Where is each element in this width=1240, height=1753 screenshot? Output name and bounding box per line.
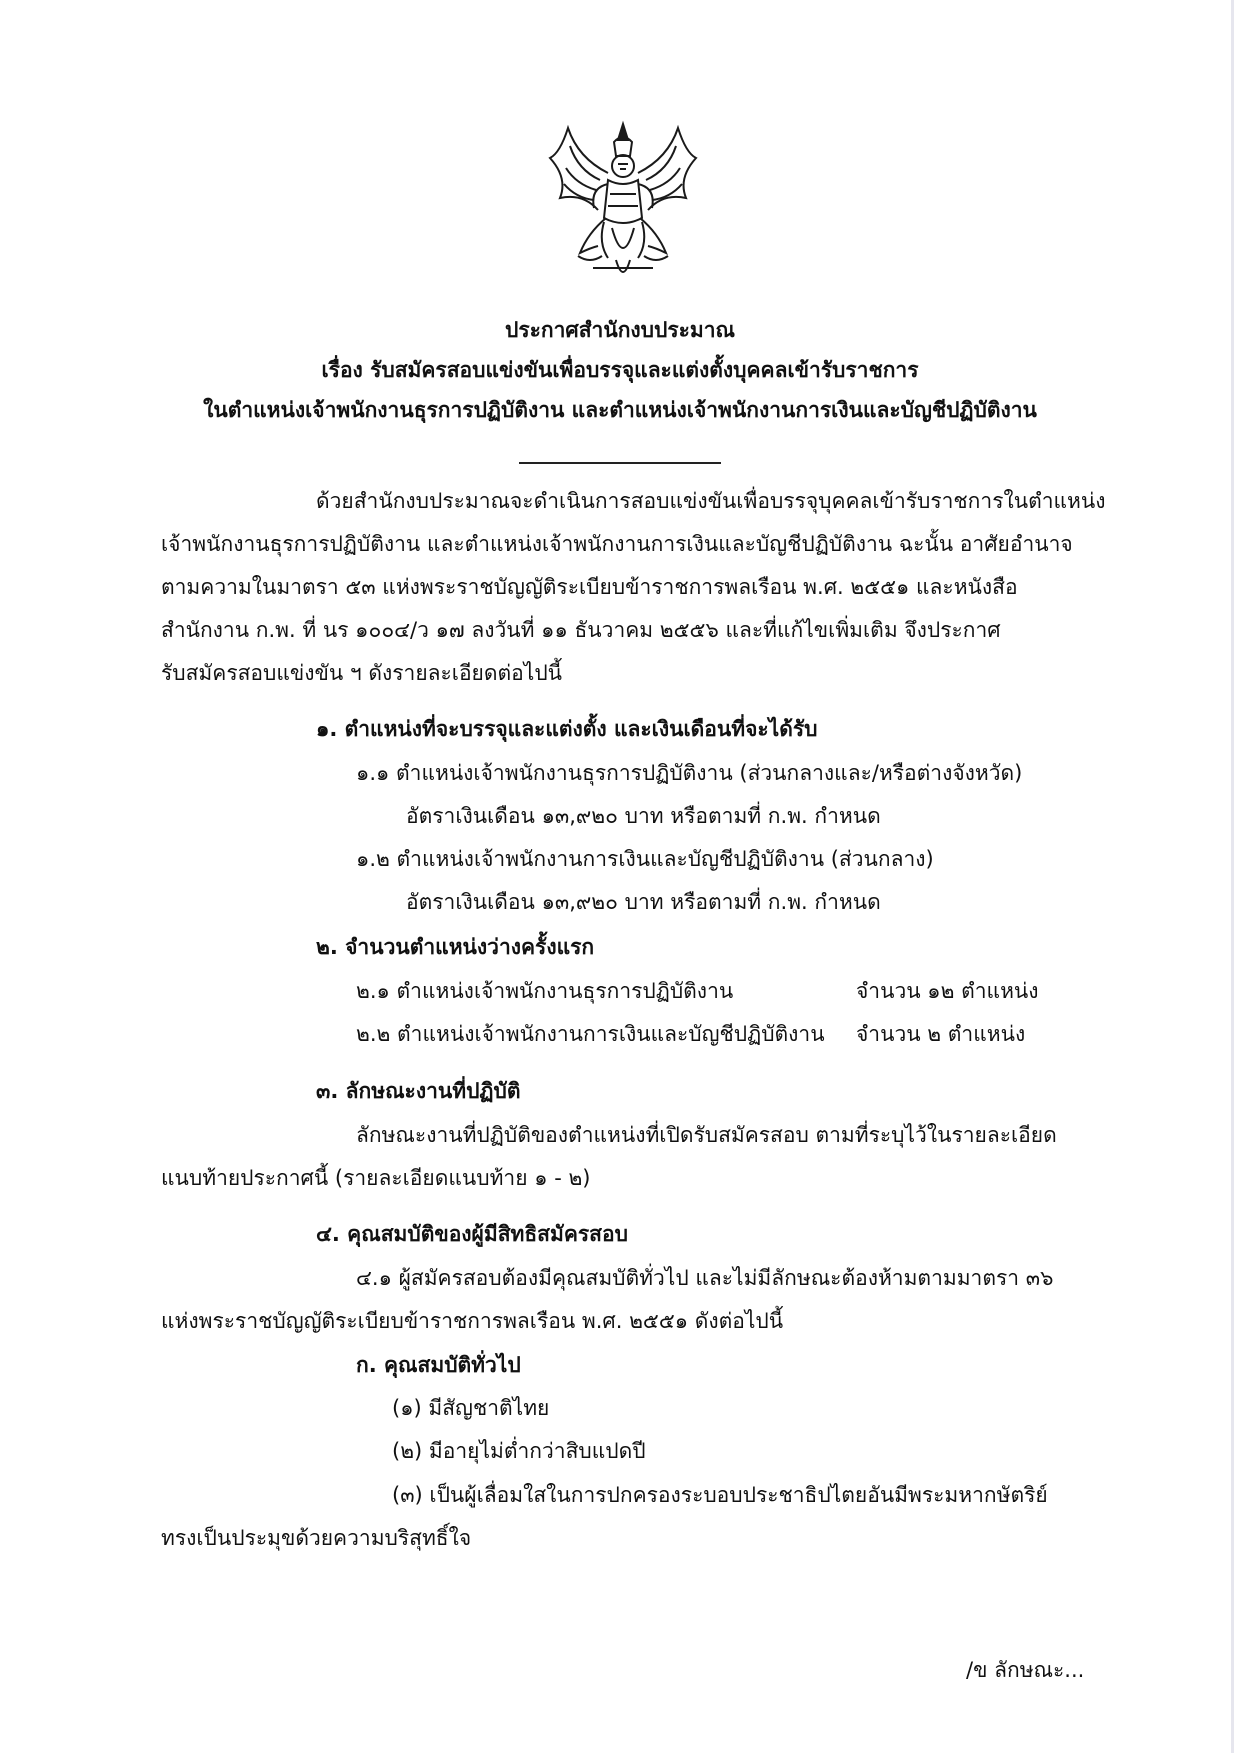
section2-row-label: ๒.๒ ตำแหน่งเจ้าพนักงานการเงินและบัญชีปฏิบัติงาน: [356, 1022, 825, 1046]
qualification-item: (๑) มีสัญชาติไทย: [392, 1396, 550, 1420]
announcement-title: ประกาศสำนักงบประมาณ: [505, 318, 735, 342]
garuda-emblem-icon: [538, 118, 708, 288]
section1-item: ๑.๑ ตำแหน่งเจ้าพนักงานธุรการปฏิบัติงาน (ส่วนกลางและ/หรือต่างจังหวัด): [356, 761, 1023, 785]
title-divider: [519, 462, 721, 464]
section1-salary: อัตราเงินเดือน ๑๓,๙๒๐ บาท หรือตามที่ ก.พ. กำหนด: [406, 890, 881, 914]
section2-row-count: จำนวน ๑๒ ตำแหน่ง: [856, 979, 1039, 1003]
scan-edge: [1231, 0, 1234, 1753]
intro-line: ด้วยสำนักงบประมาณจะดำเนินการสอบแข่งขันเพื่อบรรจุบุคคลเข้ารับราชการในตำแหน่ง: [316, 489, 1106, 513]
section4-text: ๔.๑ ผู้สมัครสอบต้องมีคุณสมบัติทั่วไป และไม่มีลักษณะต้องห้ามตามมาตรา ๓๖: [356, 1266, 1054, 1290]
announcement-subject: เรื่อง รับสมัครสอบแข่งขันเพื่อบรรจุและแต่งตั้งบุคคลเข้ารับราชการ: [321, 358, 919, 382]
section2-row-label: ๒.๑ ตำแหน่งเจ้าพนักงานธุรการปฏิบัติงาน: [356, 979, 734, 1003]
intro-line: รับสมัครสอบแข่งขัน ฯ ดังรายละเอียดต่อไปนี้: [161, 661, 562, 685]
continuation-note: /ข ลักษณะ...: [966, 1658, 1085, 1682]
qualification-item: (๓) เป็นผู้เลื่อมใสในการปกครองระบอบประชาธิปไตยอันมีพระมหากษัตริย์: [392, 1483, 1048, 1507]
section2-heading: ๒. จำนวนตำแหน่งว่างครั้งแรก: [316, 935, 595, 959]
qualification-item: (๒) มีอายุไม่ต่ำกว่าสิบแปดปี: [392, 1439, 646, 1463]
intro-line: เจ้าพนักงานธุรการปฏิบัติงาน และตำแหน่งเจ้าพนักงานการเงินและบัญชีปฏิบัติงาน ฉะนั้น อาศัยอำนาจ: [161, 532, 1073, 556]
section2-row-count: จำนวน ๒ ตำแหน่ง: [856, 1022, 1026, 1046]
section1-item: ๑.๒ ตำแหน่งเจ้าพนักงานการเงินและบัญชีปฏิบัติงาน (ส่วนกลาง): [356, 847, 934, 871]
section4-heading: ๔. คุณสมบัติของผู้มีสิทธิสมัครสอบ: [316, 1222, 628, 1246]
section1-salary: อัตราเงินเดือน ๑๓,๙๒๐ บาท หรือตามที่ ก.พ. กำหนด: [406, 804, 881, 828]
intro-line: ตามความในมาตรา ๕๓ แห่งพระราชบัญญัติระเบียบข้าราชการพลเรือน พ.ศ. ๒๕๕๑ และหนังสือ: [161, 575, 1018, 599]
qualification-item-continued: ทรงเป็นประมุขด้วยความบริสุทธิ์ใจ: [161, 1526, 472, 1550]
intro-line: สำนักงาน ก.พ. ที่ นร ๑๐๐๔/ว ๑๗ ลงวันที่ ๑๑ ธันวาคม ๒๕๕๖ และที่แก้ไขเพิ่มเติม จึงประกาศ: [161, 618, 1001, 642]
section4-subheading: ก. คุณสมบัติทั่วไป: [356, 1353, 521, 1377]
section4-text: แห่งพระราชบัญญัติระเบียบข้าราชการพลเรือน พ.ศ. ๒๕๕๑ ดังต่อไปนี้: [161, 1309, 784, 1333]
section3-heading: ๓. ลักษณะงานที่ปฏิบัติ: [316, 1079, 521, 1103]
section3-text: แนบท้ายประกาศนี้ (รายละเอียดแนบท้าย ๑ - ๒): [161, 1166, 591, 1190]
announcement-positions: ในตำแหน่งเจ้าพนักงานธุรการปฏิบัติงาน และตำแหน่งเจ้าพนักงานการเงินและบัญชีปฏิบัติงาน: [203, 398, 1037, 422]
section1-heading: ๑. ตำแหน่งที่จะบรรจุและแต่งตั้ง และเงินเดือนที่จะได้รับ: [316, 717, 818, 741]
section3-text: ลักษณะงานที่ปฏิบัติของตำแหน่งที่เปิดรับสมัครสอบ ตามที่ระบุไว้ในรายละเอียด: [356, 1123, 1057, 1147]
